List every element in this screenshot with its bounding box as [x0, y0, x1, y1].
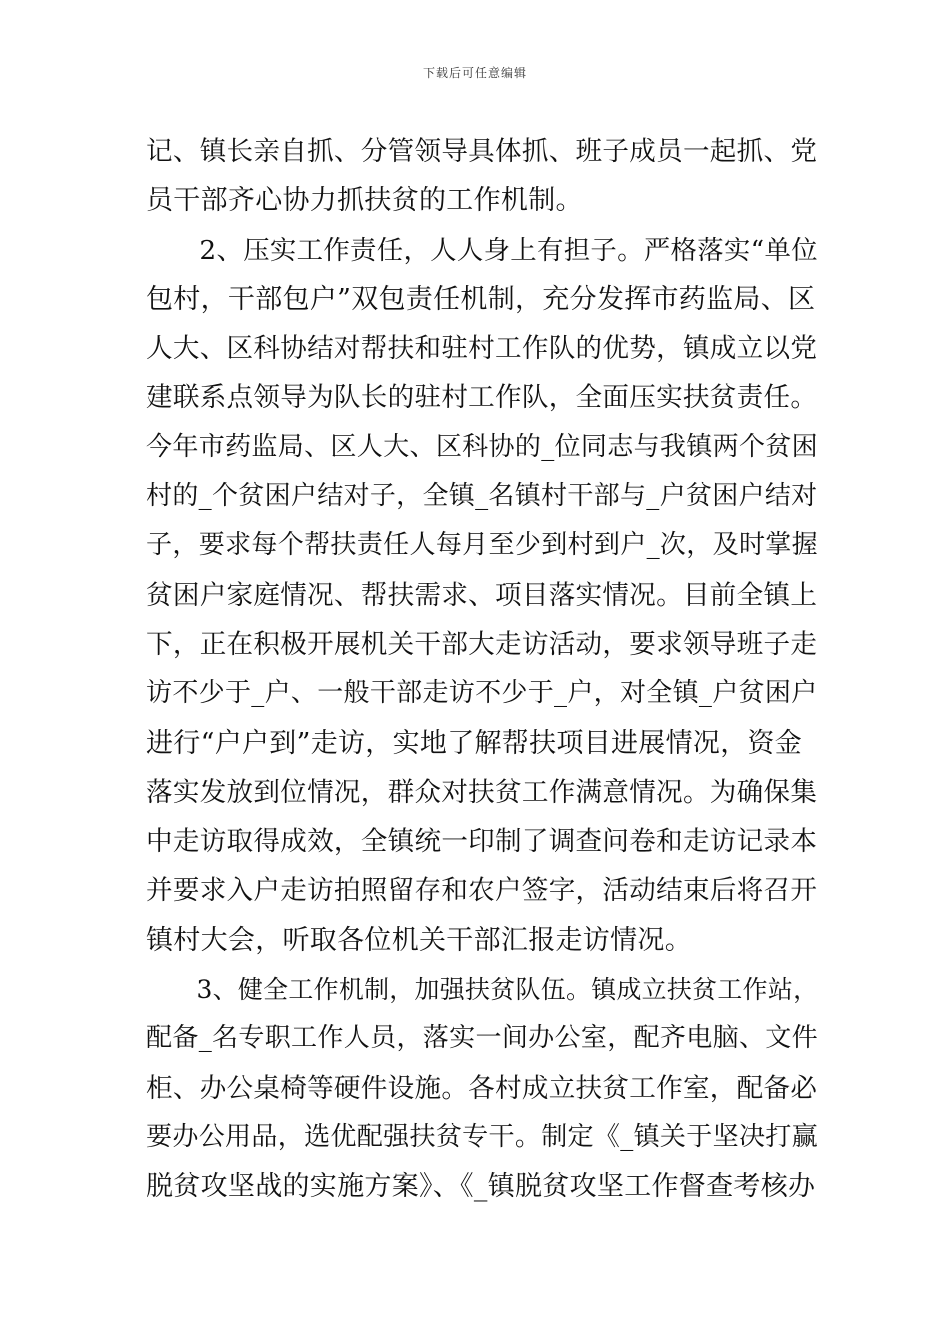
text-line: 进行“户户到”走访，实地了解帮扶项目进展情况，资金: [146, 727, 803, 759]
text-line: 要办公用品，选优配强扶贫专干。制定《_镇关于坚决打赢: [146, 1121, 818, 1152]
paragraph-2: [146, 226, 818, 965]
text-line: 子，要求每个帮扶责任人每月至少到村到户_次，及时掌握: [146, 530, 818, 561]
text-line: 中走访取得成效，全镇统一印制了调查问卷和走访记录本: [146, 826, 818, 858]
text-line: 村的_个贫困户结对子，全镇_名镇村干部与_户贫困户结对: [146, 481, 818, 512]
text-line: 3、健全工作机制，加强扶贫队伍。镇成立扶贫工作站，: [146, 975, 819, 1005]
paragraph-3: [146, 965, 818, 1211]
text-line: 下，正在积极开展机关干部大走访活动，要求领导班子走: [146, 628, 818, 660]
text-line: 并要求入户走访拍照留存和农户签字，活动结束后将召开: [146, 875, 818, 907]
text-line: 建联系点领导为队长的驻村工作队，全面压实扶贫责任。: [146, 382, 818, 414]
text-line: 镇村大会，听取各位机关干部汇报走访情况。: [146, 924, 692, 956]
text-line: 配备_名专职工作人员，落实一间办公室，配齐电脑、文件: [146, 1023, 818, 1054]
text-line: 人大、区科协结对帮扶和驻村工作队的优势，镇成立以党: [146, 333, 818, 365]
text-line: 2、压实工作责任，人人身上有担子。严格落实“单位: [146, 234, 818, 266]
text-line: 员干部齐心协力抓扶贫的工作机制。: [146, 185, 583, 217]
page-header: 下载后可任意编辑: [422, 66, 527, 80]
text-line: 包村，干部包户”双包责任机制，充分发挥市药监局、区: [146, 283, 816, 315]
text-line: 柜、办公桌椅等硬件设施。各村成立扶贫工作室，配备必: [146, 1072, 818, 1104]
paragraph-continuation: [146, 127, 818, 226]
text-line: 访不少于_户、一般干部走访不少于_户，对全镇_户贫困户: [146, 678, 818, 709]
text-line: 脱贫攻坚战的实施方案》、《_镇脱贫攻坚工作督查考核办: [146, 1171, 816, 1203]
text-line: 落实发放到位情况，群众对扶贫工作满意情况。为确保集: [146, 776, 818, 808]
text-line: 贫困户家庭情况、帮扶需求、项目落实情况。目前全镇上: [146, 579, 818, 611]
text-line: 今年市药监局、区人大、区科协的_位同志与我镇两个贫困: [146, 431, 818, 462]
document-body: [146, 127, 818, 1212]
text-line: 记、镇长亲自抓、分管领导具体抓、班子成员一起抓、党: [146, 136, 818, 167]
